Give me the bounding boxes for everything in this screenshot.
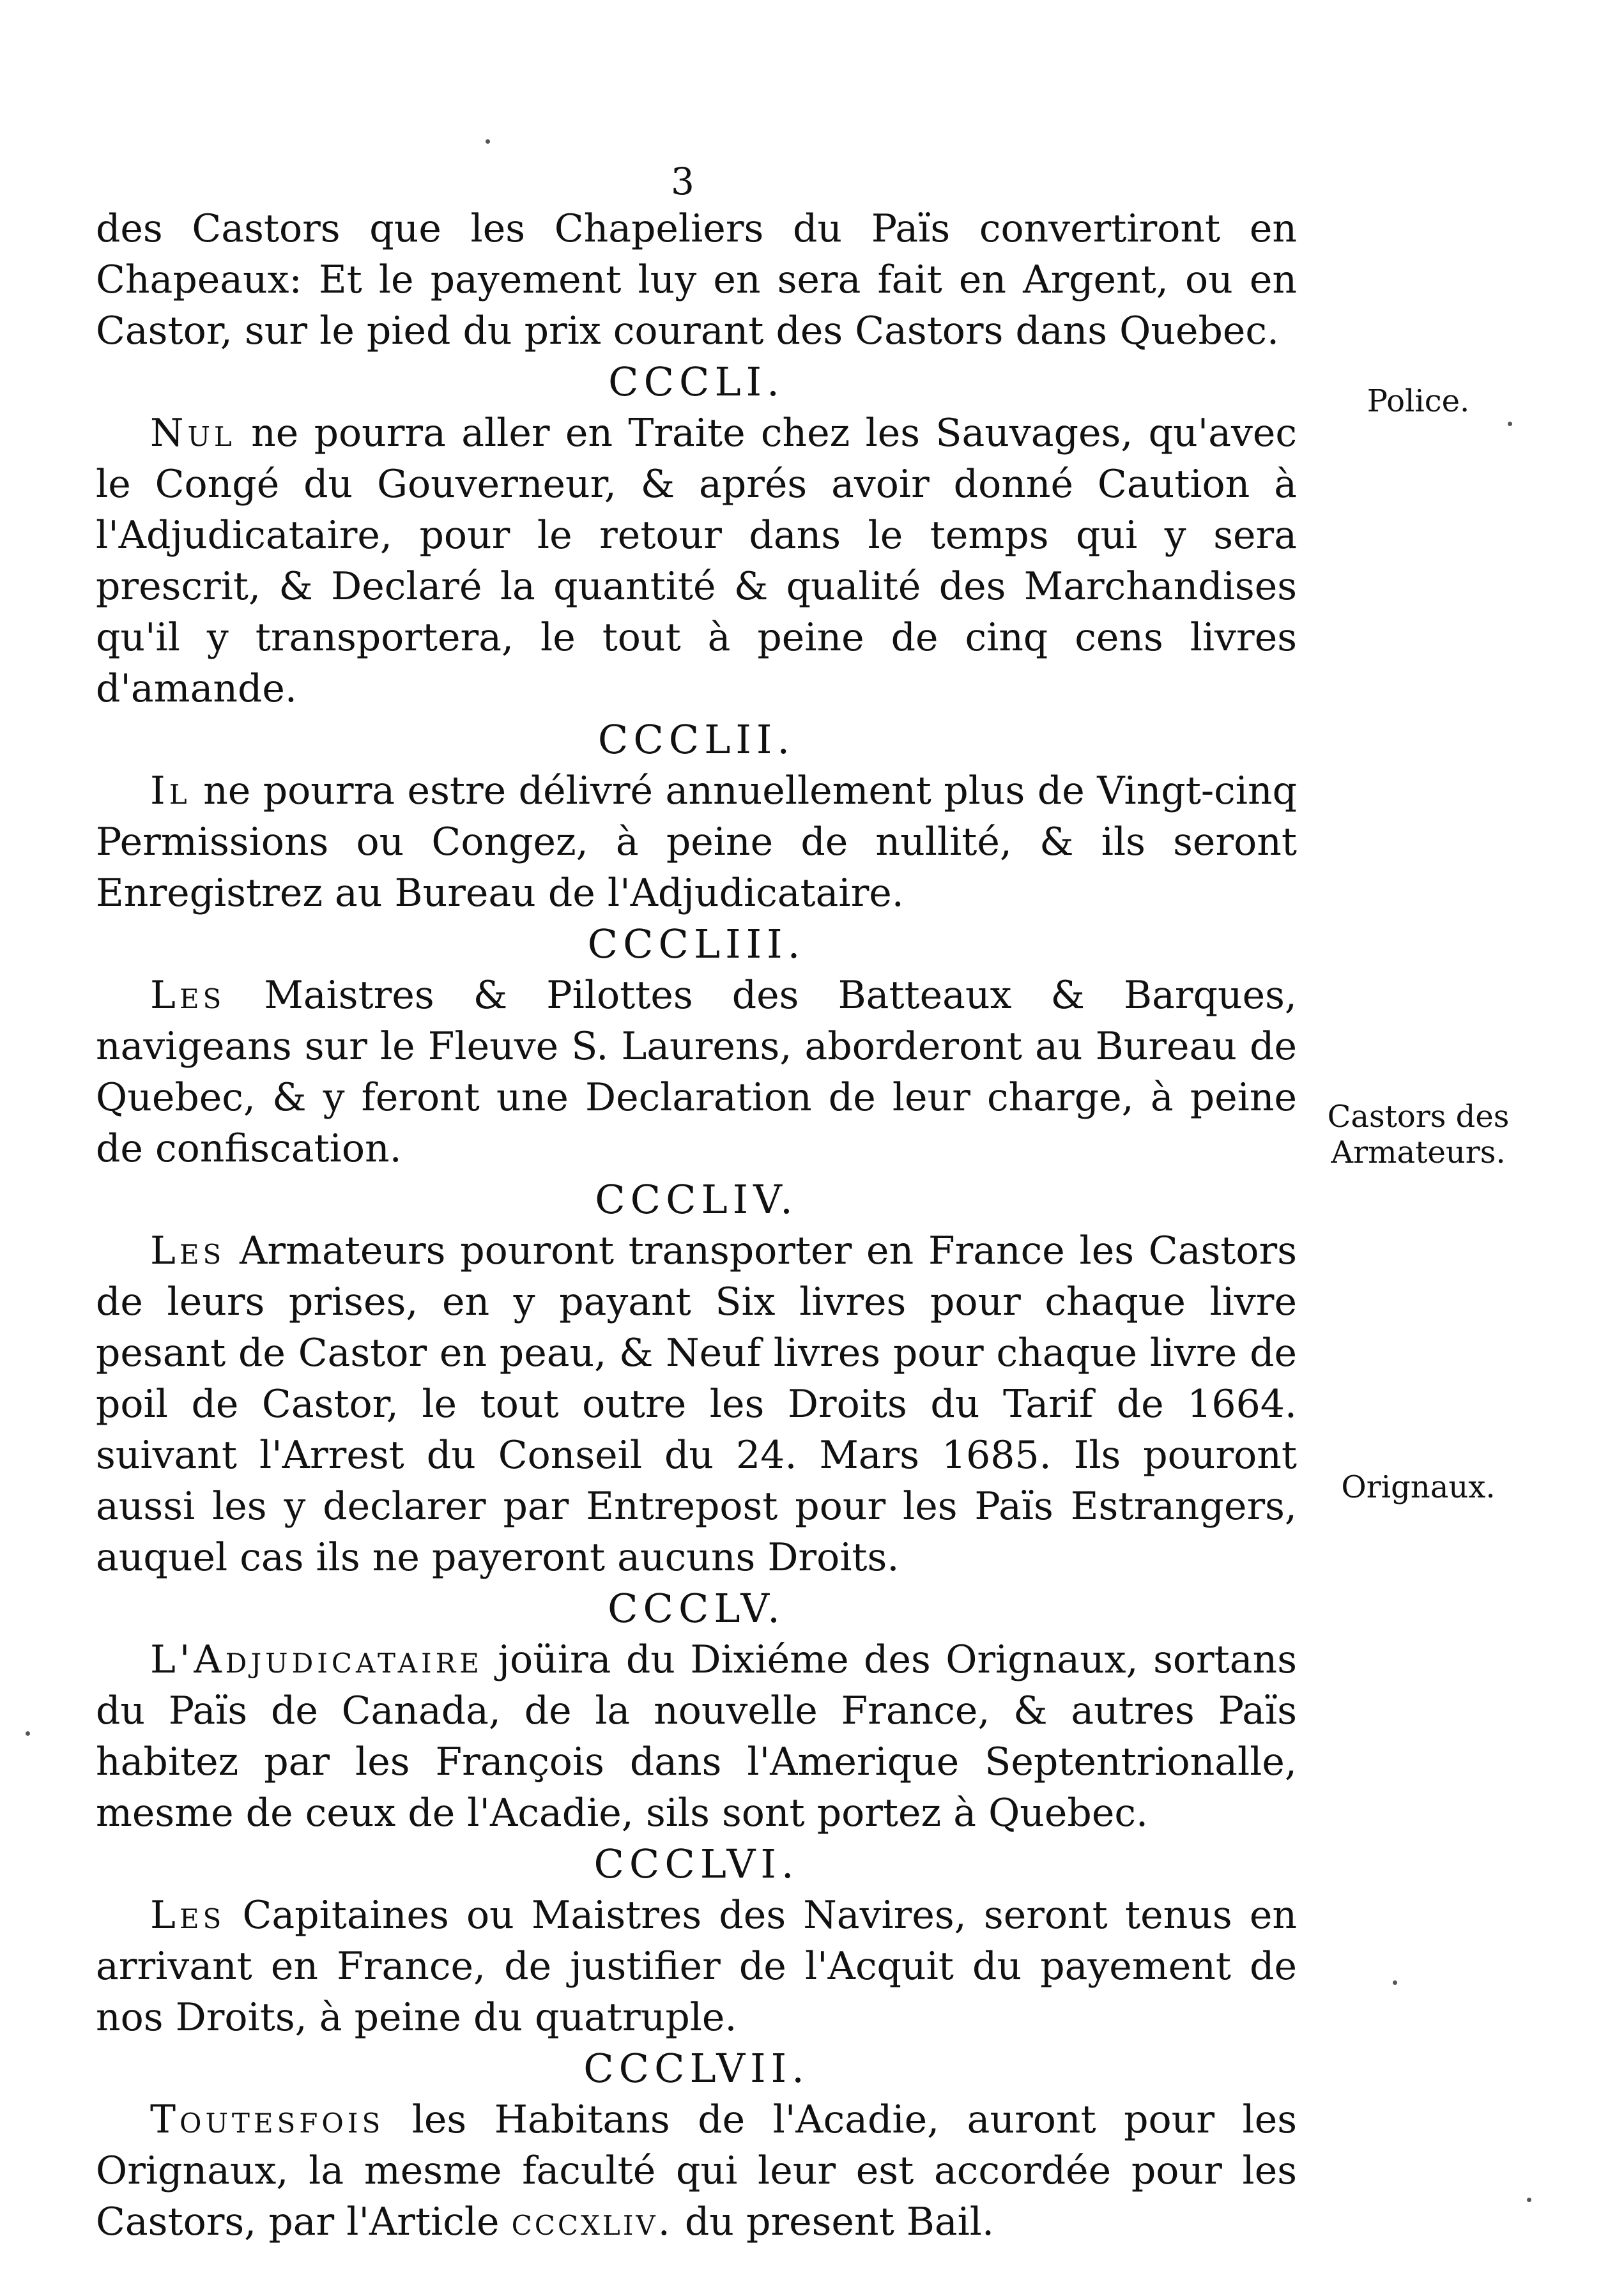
article-paragraph [96, 2094, 1297, 2247]
article-heading: CCCLIII. [587, 921, 806, 967]
article-text-tail: du present Bail. [672, 2200, 995, 2244]
article-text: Armateurs pouront transporter en France les Castors de leurs prises, en y payant Six livres pour chaque livre pesant de Castor en peau, & Neuf livres pour chaque livre de poil de Castor, le tout outre les Droits du Tarif de 1664. suivant l'Arrest du Conseil du 24. Mars 1685. Ils pouront aussi les y declarer par Entrepost pour les Païs Estrangers, auquel cas ils ne payeront aucuns Droits. [96, 1229, 1297, 1580]
article-paragraph [96, 1225, 1297, 1583]
ink-speck [26, 1731, 30, 1736]
article-text: Maistres & Pilottes des Batteaux & Barques, navigeans sur le Fleuve S. Laurens, aborderont au Bureau de Quebec, & y feront une Declaration de leur charge, à peine de confiscation. [96, 973, 1297, 1171]
article-lead-word: Nul [150, 411, 236, 456]
margin-note-orignaux: Orignaux. [1341, 1469, 1496, 1505]
article-text: ne pourra estre délivré annuellement plus de Vingt-cinq Permissions ou Congez, à peine de nullité, & ils seront Enregistrez au Bureau de l'Adjudicataire. [96, 769, 1297, 915]
article-heading: CCCLIV. [595, 1176, 798, 1223]
article-lead-word: Les [150, 1229, 226, 1273]
article-paragraph [96, 970, 1297, 1174]
article-heading: CCCLII. [597, 716, 795, 763]
article-paragraph [96, 408, 1297, 714]
article-reference: cccxliv. [511, 2200, 673, 2244]
article-lead-word: Les [150, 973, 226, 1018]
ink-speck [1527, 2198, 1531, 2202]
article-lead-word: Il [150, 769, 191, 813]
page-number: 3 [671, 160, 694, 203]
article-heading: CCCLV. [608, 1585, 785, 1632]
ink-speck [1508, 422, 1512, 426]
article-lead-word: Les [150, 1893, 226, 1938]
margin-note-police: Police. [1367, 383, 1470, 419]
article-paragraph [96, 1634, 1297, 1839]
article-heading: CCCLI. [608, 358, 785, 405]
article-heading: CCCLVII. [583, 2045, 809, 2092]
article-text: les Habitans de l'Acadie, auront pour les Orignaux, la mesme faculté qui leur est accordée pour les Castors, par l'Article [96, 2097, 1297, 2244]
ink-speck [486, 139, 490, 144]
margin-note-castors-des-armateurs: Castors des Armateurs. [1327, 1099, 1510, 1170]
article-lead-word: Toutesfois [150, 2097, 385, 2142]
article-text: Capitaines ou Maistres des Navires, seront tenus en arrivant en France, de justifier de l'Acquit du payement de nos Droits, à peine du quatruple. [96, 1893, 1297, 2040]
article-text: joüira du Dixiéme des Orignaux, sortans du Païs de Canada, de la nouvelle France, & autres Païs habitez par les François dans l'Amerique Septentrionalle, mesme de ceux de l'Acadie, sils sont portez à Quebec. [96, 1637, 1297, 1835]
article-text: ne pourra aller en Traite chez les Sauvages, qu'avec le Congé du Gouverneur, & aprés avoir donné Caution à l'Adjudicataire, pour le retour dans le temps qui y sera prescrit, & Declaré la quantité & qualité des Marchandises qu'il y transportera, le tout à peine de cinq cens livres d'amande. [96, 411, 1297, 711]
opening-paragraph: des Castors que les Chapeliers du Païs convertiront en Chapeaux: Et le payement luy en sera fait en Argent, ou en Castor, sur le pied du prix courant des Castors dans Quebec. [96, 206, 1297, 353]
article-paragraph [96, 765, 1297, 919]
article-paragraph [96, 1890, 1297, 2043]
ink-speck [1393, 1980, 1397, 1985]
article-heading: CCCLVI. [594, 1841, 799, 1887]
article-lead-word: L'Adjudicataire [150, 1637, 483, 1682]
main-text-column [96, 203, 1297, 2247]
